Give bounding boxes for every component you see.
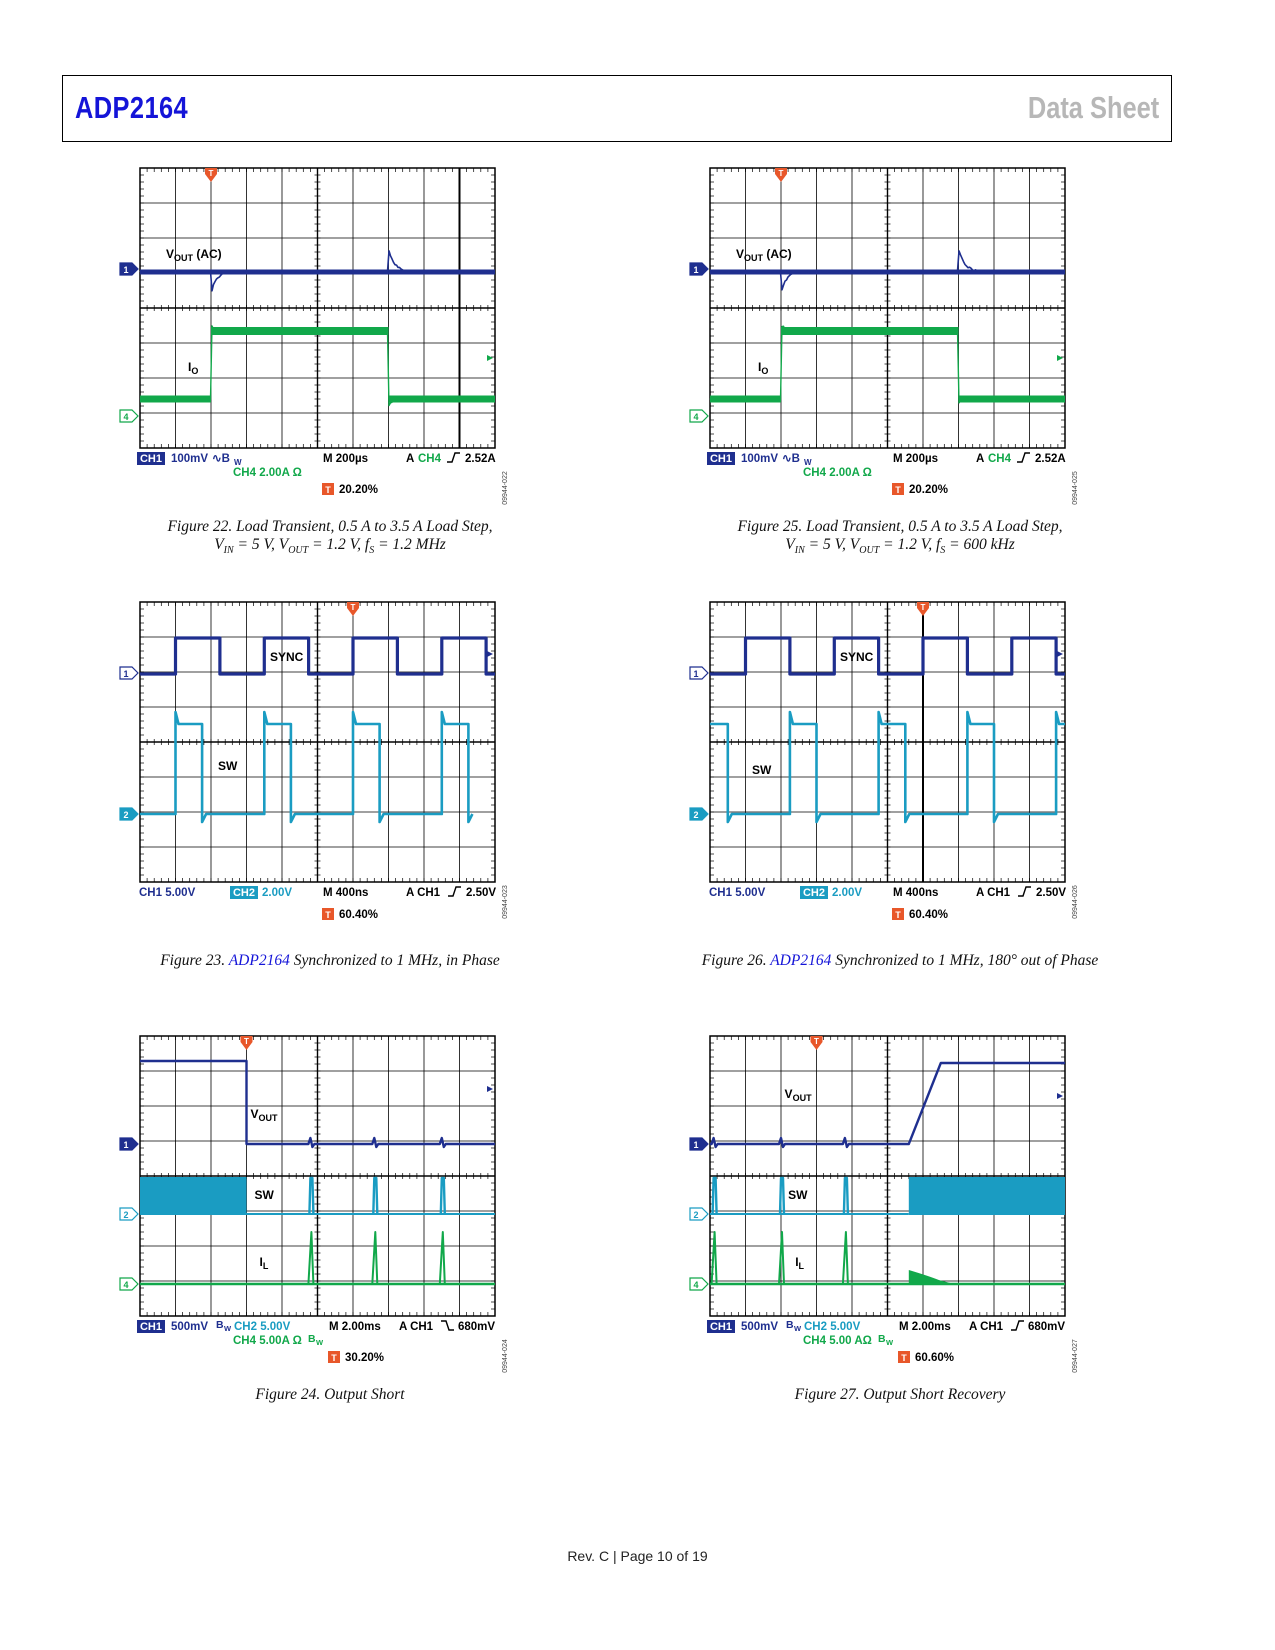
trigger-level: 680mV bbox=[458, 1321, 496, 1333]
channel-marker-4 bbox=[120, 1278, 138, 1290]
bandwidth-label: ∿B bbox=[782, 453, 800, 465]
trigger-source: CH4 bbox=[418, 453, 442, 465]
scope-plot-fig23 bbox=[120, 602, 540, 942]
trigger-marker-label: T bbox=[778, 169, 784, 178]
file-id: 09944-027 bbox=[1072, 1339, 1079, 1373]
ch1-scale: CH1 5.00V bbox=[139, 887, 196, 899]
file-id: 09944-025 bbox=[1072, 471, 1079, 505]
channel-marker-number: 2 bbox=[123, 1210, 129, 1220]
scope-plot-fig25 bbox=[690, 168, 1110, 508]
caption-fragment: = 1.2 V, f bbox=[879, 536, 941, 553]
bandwidth-label: B bbox=[308, 1333, 316, 1345]
trigger-mode: A bbox=[406, 453, 415, 465]
rising-edge-icon bbox=[447, 453, 460, 462]
timebase: M 2.00ms bbox=[899, 1321, 951, 1333]
ch2-badge-label: CH2 bbox=[802, 887, 826, 899]
channel-marker-2 bbox=[690, 1208, 708, 1220]
channel-marker-2 bbox=[120, 808, 138, 820]
caption-fragment: V bbox=[214, 536, 224, 553]
trigger-position: 20.20% bbox=[909, 484, 949, 496]
channel-marker-4 bbox=[690, 1278, 708, 1290]
subscript: S bbox=[940, 545, 946, 557]
channel-marker-number: 1 bbox=[693, 265, 699, 275]
trigger-position: 60.60% bbox=[915, 1352, 955, 1364]
ch1-badge-label: CH1 bbox=[709, 453, 733, 465]
label-io: $I_O$ bbox=[758, 360, 769, 376]
caption-prefix: Figure 23. bbox=[160, 952, 229, 969]
label-sw: SW bbox=[218, 759, 238, 773]
ch2-scale: 2.00V bbox=[262, 887, 293, 899]
trigger-position: 60.40% bbox=[909, 909, 949, 921]
channel-marker-number: 1 bbox=[693, 669, 699, 679]
file-id: 09944-024 bbox=[502, 1339, 509, 1373]
figure-22 bbox=[120, 168, 540, 508]
caption-fragment: = 1.2 V, f bbox=[308, 536, 370, 553]
doc-type: Data Sheet bbox=[1027, 90, 1159, 125]
scope-plot-fig26 bbox=[690, 602, 1110, 942]
channel-marker-number: 4 bbox=[693, 1280, 699, 1290]
trigger-marker-label: T bbox=[244, 1037, 249, 1046]
trigger-pos-icon-label: T bbox=[895, 485, 901, 495]
trigger-source: A CH1 bbox=[406, 887, 441, 899]
caption-fragment: = 5 V, V bbox=[233, 536, 289, 553]
caption-fragment: = 5 V, V bbox=[804, 536, 860, 553]
trigger-marker-label: T bbox=[814, 1037, 819, 1046]
label-io: $I_O$ bbox=[188, 360, 199, 376]
scope-plot-fig24 bbox=[120, 1036, 540, 1376]
trigger-marker-label: T bbox=[350, 603, 356, 612]
page-header bbox=[62, 75, 1172, 142]
trigger-pos-icon-label: T bbox=[325, 485, 331, 495]
sw-burst bbox=[140, 1177, 247, 1215]
scope-plot-fig22 bbox=[120, 168, 540, 508]
bandwidth-sub: W bbox=[316, 1338, 324, 1347]
caption-link[interactable]: ADP2164 bbox=[770, 952, 832, 969]
trigger-level: 2.50V bbox=[1036, 887, 1067, 899]
caption-suffix: Synchronized to 1 MHz, in Phase bbox=[289, 952, 500, 969]
bandwidth-label: B bbox=[786, 1319, 794, 1331]
file-id: 09944-023 bbox=[502, 885, 509, 919]
caption-text: Figure 27. Output Short Recovery bbox=[794, 1386, 1006, 1403]
caption-line-2 bbox=[120, 536, 540, 557]
ch2-badge-label: CH2 bbox=[232, 887, 256, 899]
caption-fragment: = 1.2 MHz bbox=[374, 536, 446, 553]
label-vout: $V_{OUT}$ bbox=[784, 1087, 812, 1103]
channel-marker-number: 4 bbox=[693, 412, 699, 422]
label-vout: $V_{OUT}$ (AC) bbox=[736, 247, 792, 263]
trigger-position: 30.20% bbox=[345, 1352, 385, 1364]
ch4-scale: CH4 5.00A Ω bbox=[233, 1335, 302, 1347]
timebase: M 400ns bbox=[893, 887, 939, 899]
bandwidth-sub: W bbox=[234, 458, 242, 467]
trigger-level: 2.52A bbox=[465, 453, 496, 465]
rising-edge-icon bbox=[1017, 453, 1030, 462]
ch2-scale: CH2 5.00V bbox=[804, 1321, 861, 1333]
figure-26 bbox=[690, 602, 1110, 942]
timebase: M 200µs bbox=[893, 453, 938, 465]
trigger-marker-label: T bbox=[920, 603, 926, 612]
ch1-scale: 100mV bbox=[171, 453, 209, 465]
trigger-source: A CH1 bbox=[969, 1321, 1004, 1333]
figure-27-caption bbox=[690, 1386, 1110, 1404]
trigger-level: 680mV bbox=[1028, 1321, 1066, 1333]
ch1-badge-label: CH1 bbox=[139, 453, 163, 465]
label-vout: $V_{OUT}$ bbox=[250, 1107, 278, 1123]
ch4-scale: CH4 2.00A Ω bbox=[803, 467, 872, 479]
channel-marker-number: 1 bbox=[123, 265, 129, 275]
channel-marker-number: 2 bbox=[123, 810, 129, 820]
rising-edge-icon bbox=[448, 887, 461, 896]
timebase: M 400ns bbox=[323, 887, 369, 899]
ch1-scale: 500mV bbox=[171, 1321, 209, 1333]
subscript: IN bbox=[223, 545, 234, 557]
caption-line-2 bbox=[690, 536, 1110, 557]
subscript: S bbox=[369, 545, 375, 557]
rising-edge-icon bbox=[1011, 1321, 1024, 1330]
channel-marker-number: 1 bbox=[123, 1140, 129, 1150]
channel-marker-2 bbox=[120, 1208, 138, 1220]
caption-fragment: V bbox=[785, 536, 795, 553]
bandwidth-sub: W bbox=[224, 1324, 232, 1333]
caption-prefix: Figure 26. bbox=[701, 952, 771, 969]
rising-edge-icon bbox=[1018, 887, 1031, 896]
file-id: 09944-026 bbox=[1072, 885, 1079, 919]
caption-fragment: = 600 kHz bbox=[945, 536, 1015, 553]
bandwidth-sub: W bbox=[794, 1324, 802, 1333]
file-id: 09944-022 bbox=[502, 471, 509, 505]
falling-edge-icon bbox=[441, 1321, 454, 1330]
channel-marker-1 bbox=[120, 1138, 138, 1150]
trigger-source: A CH1 bbox=[399, 1321, 434, 1333]
ch4-scale: CH4 5.00 AΩ bbox=[803, 1335, 872, 1347]
channel-marker-number: 1 bbox=[123, 669, 129, 679]
caption-line-1: Figure 22. Load Transient, 0.5 A to 3.5 A Load Step, bbox=[167, 518, 493, 535]
ch1-scale: CH1 5.00V bbox=[709, 887, 766, 899]
trigger-marker-label: T bbox=[208, 169, 214, 178]
channel-marker-1 bbox=[690, 1138, 708, 1150]
channel-marker-number: 2 bbox=[693, 1210, 699, 1220]
timebase: M 2.00ms bbox=[329, 1321, 381, 1333]
bandwidth-sub: W bbox=[886, 1338, 894, 1347]
figure-27 bbox=[690, 1036, 1110, 1376]
figure-24-caption bbox=[120, 1386, 540, 1404]
trigger-level: 2.50V bbox=[466, 887, 497, 899]
page-footer: Rev. C | Page 10 of 19 bbox=[567, 1548, 708, 1564]
figure-25 bbox=[690, 168, 1110, 508]
trigger-pos-icon-label: T bbox=[895, 910, 901, 920]
figure-23-caption bbox=[120, 952, 540, 970]
scope-plot-fig27 bbox=[690, 1036, 1110, 1376]
channel-marker-number: 2 bbox=[693, 810, 699, 820]
channel-marker-1 bbox=[690, 667, 708, 679]
label-vout: $V_{OUT}$ (AC) bbox=[166, 247, 222, 263]
label-sw: SW bbox=[752, 763, 772, 777]
figure-25-caption bbox=[690, 518, 1110, 557]
label-il: $I_L$ bbox=[259, 1255, 269, 1271]
bandwidth-sub: W bbox=[804, 458, 812, 467]
trigger-pos-icon-label: T bbox=[325, 910, 331, 920]
subscript: IN bbox=[794, 545, 805, 557]
timebase: M 200µs bbox=[323, 453, 368, 465]
channel-marker-2 bbox=[690, 808, 708, 820]
trigger-position: 60.40% bbox=[339, 909, 379, 921]
channel-marker-1 bbox=[120, 263, 138, 275]
label-sync: SYNC bbox=[270, 650, 304, 664]
caption-link[interactable]: ADP2164 bbox=[228, 952, 290, 969]
trigger-pos-icon-label: T bbox=[901, 1353, 907, 1363]
channel-marker-1 bbox=[690, 263, 708, 275]
caption-line-1: Figure 25. Load Transient, 0.5 A to 3.5 A Load Step, bbox=[737, 518, 1063, 535]
caption-text: Figure 24. Output Short bbox=[255, 1386, 405, 1403]
subscript: OUT bbox=[288, 545, 309, 557]
channel-marker-4 bbox=[120, 410, 138, 422]
ch1-badge-label: CH1 bbox=[709, 1321, 733, 1333]
channel-marker-number: 4 bbox=[123, 1280, 129, 1290]
bandwidth-label: B bbox=[878, 1333, 886, 1345]
trigger-position: 20.20% bbox=[339, 484, 379, 496]
ch4-scale: CH4 2.00A Ω bbox=[233, 467, 302, 479]
ch2-scale: 2.00V bbox=[832, 887, 863, 899]
channel-marker-number: 4 bbox=[123, 412, 129, 422]
channel-marker-number: 1 bbox=[693, 1140, 699, 1150]
part-number[interactable]: ADP2164 bbox=[75, 90, 189, 125]
channel-marker-4 bbox=[690, 410, 708, 422]
label-sw: SW bbox=[254, 1188, 274, 1202]
sw-burst bbox=[909, 1177, 1065, 1215]
figure-22-caption bbox=[120, 518, 540, 557]
bandwidth-label: ∿B bbox=[212, 453, 230, 465]
caption-suffix: Synchronized to 1 MHz, 180° out of Phase bbox=[831, 952, 1099, 969]
bandwidth-label: B bbox=[216, 1319, 224, 1331]
label-il: $I_L$ bbox=[795, 1255, 805, 1271]
trigger-pos-icon-label: T bbox=[331, 1353, 337, 1363]
ch1-scale: 500mV bbox=[741, 1321, 779, 1333]
figure-24 bbox=[120, 1036, 540, 1376]
figure-23 bbox=[120, 602, 540, 942]
figure-26-caption bbox=[680, 952, 1120, 970]
trigger-source: A CH1 bbox=[976, 887, 1011, 899]
label-sync: SYNC bbox=[840, 650, 874, 664]
label-sw: SW bbox=[788, 1188, 808, 1202]
ch1-scale: 100mV bbox=[741, 453, 779, 465]
subscript: OUT bbox=[859, 545, 880, 557]
trigger-source: CH4 bbox=[988, 453, 1012, 465]
trigger-mode: A bbox=[976, 453, 985, 465]
ch1-badge-label: CH1 bbox=[139, 1321, 163, 1333]
trigger-level: 2.52A bbox=[1035, 453, 1066, 465]
ch2-scale: CH2 5.00V bbox=[234, 1321, 291, 1333]
channel-marker-1 bbox=[120, 667, 138, 679]
